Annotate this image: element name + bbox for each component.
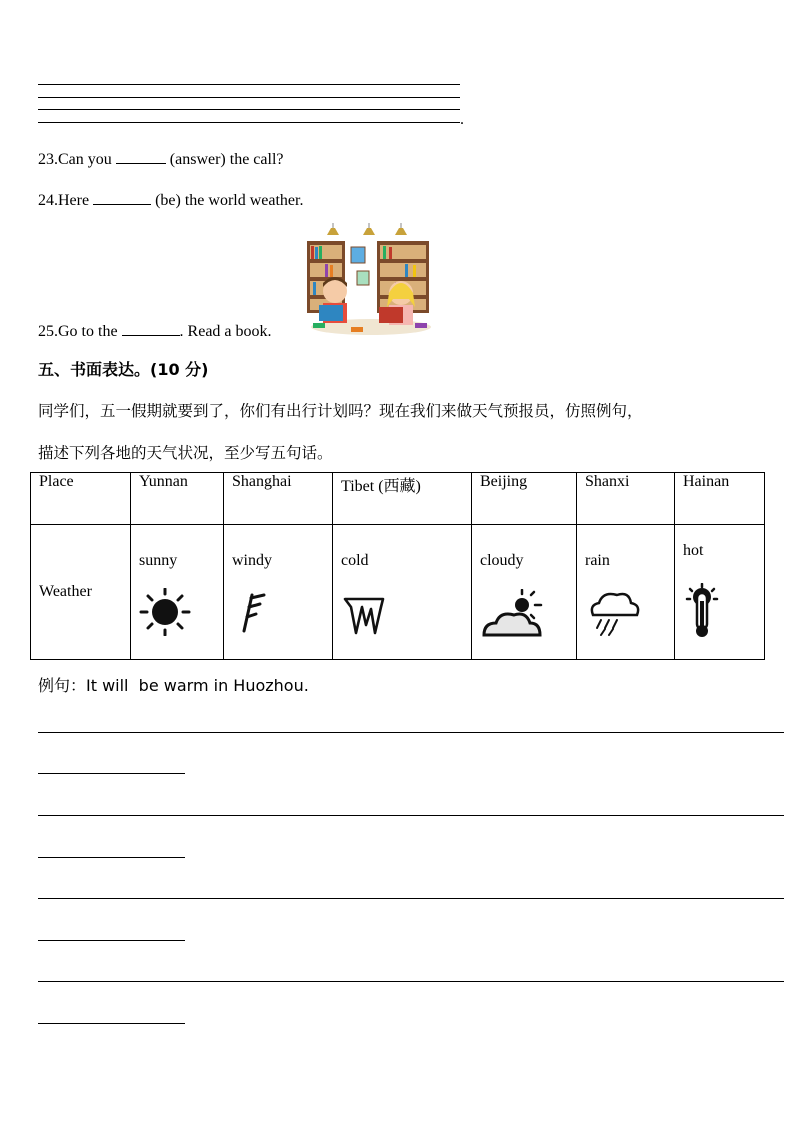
- weather-row: [31, 525, 765, 660]
- writing-line[interactable]: [38, 732, 784, 733]
- writing-line[interactable]: [38, 898, 784, 899]
- weather-header: Weather: [31, 525, 131, 660]
- writing-line-short[interactable]: [38, 773, 185, 774]
- writing-line-short[interactable]: [38, 857, 185, 858]
- weather-label: windy: [232, 552, 272, 569]
- place-cell: Shanghai: [224, 473, 333, 525]
- instruction-line-2: 描述下列各地的天气状况，至少写五句话。: [38, 444, 333, 462]
- answer-line[interactable]: [38, 97, 460, 98]
- question-24: 24.Here (be) the world weather.: [38, 192, 304, 209]
- place-cell: Hainan: [675, 473, 765, 525]
- place-header: Place: [31, 473, 131, 525]
- weather-cell: [333, 525, 472, 660]
- cloudy-icon: [480, 589, 546, 639]
- weather-cell: [675, 525, 765, 660]
- place-cell: Yunnan: [131, 473, 224, 525]
- section-heading: 五、书面表达。(10 分): [38, 360, 209, 379]
- place-row: [31, 473, 765, 525]
- cold-icon: [341, 593, 387, 637]
- answer-line[interactable]: [38, 122, 460, 123]
- question-25: 25.Go to the . Read a book.: [38, 323, 272, 340]
- weather-label: hot: [683, 542, 704, 559]
- weather-label: rain: [585, 552, 610, 569]
- thermometer-icon: [683, 583, 721, 639]
- weather-table: [30, 472, 765, 660]
- weather-label: sunny: [139, 552, 178, 569]
- question-23: 23.Can you (answer) the call?: [38, 151, 284, 168]
- place-cell: Shanxi: [577, 473, 675, 525]
- weather-cell: [224, 525, 333, 660]
- rain-icon: [585, 589, 645, 637]
- sun-icon: [139, 588, 193, 636]
- writing-line[interactable]: [38, 815, 784, 816]
- weather-cell: [577, 525, 675, 660]
- place-cell: Tibet (西藏): [333, 473, 472, 525]
- weather-label: cold: [341, 552, 369, 569]
- weather-cell: [131, 525, 224, 660]
- weather-cell: [472, 525, 577, 660]
- weather-label: cloudy: [480, 552, 524, 569]
- answer-blank[interactable]: [122, 335, 180, 336]
- answer-blank[interactable]: [116, 163, 166, 164]
- line-end-period: .: [460, 111, 464, 128]
- writing-line-short[interactable]: [38, 1023, 185, 1024]
- example-sentence: 例句：It will be warm in Huozhou.: [38, 676, 309, 695]
- instruction-line-1: 同学们，五一假期就要到了，你们有出行计划吗？现在我们来做天气预报员，仿照例句，: [38, 402, 643, 420]
- place-cell: Beijing: [472, 473, 577, 525]
- library-reading-illustration: [305, 223, 437, 338]
- answer-blank[interactable]: [93, 204, 151, 205]
- writing-line-short[interactable]: [38, 940, 185, 941]
- answer-line[interactable]: [38, 84, 460, 85]
- answer-line[interactable]: [38, 109, 460, 110]
- wind-icon: [232, 591, 272, 635]
- writing-line[interactable]: [38, 981, 784, 982]
